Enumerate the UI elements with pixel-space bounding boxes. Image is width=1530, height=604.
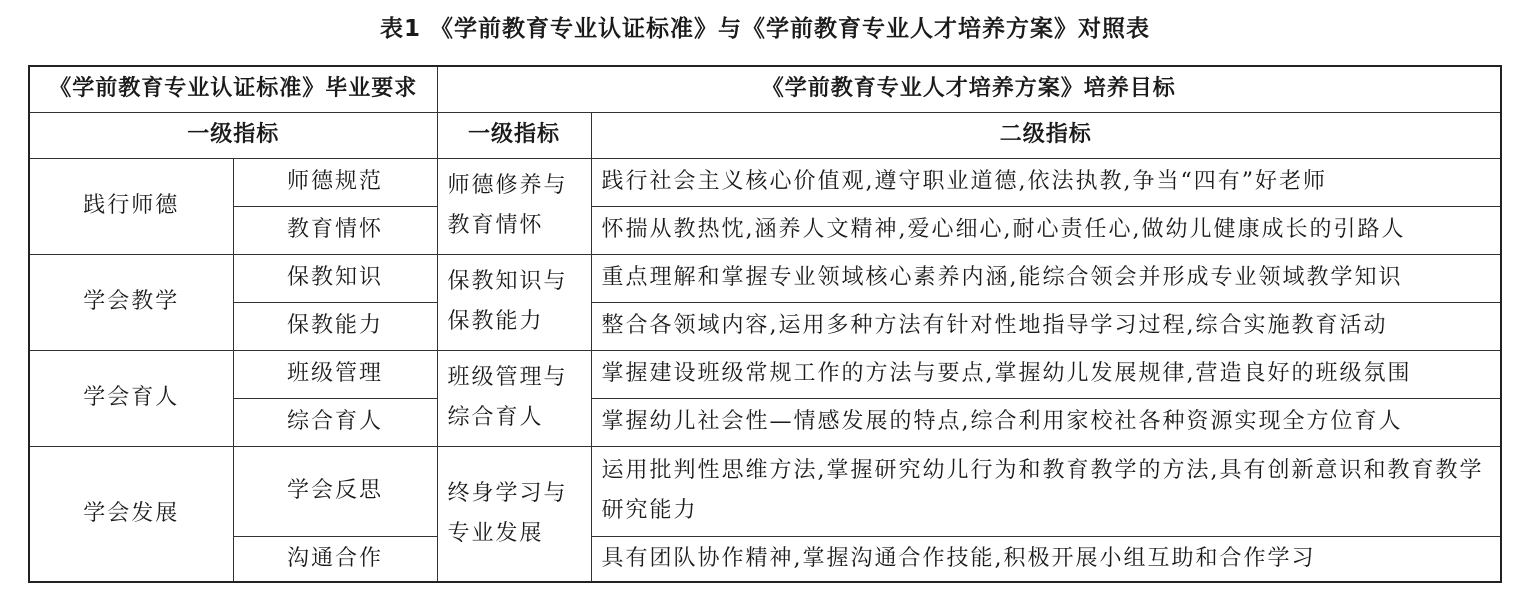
header-right-level2: 二级指标 <box>591 112 1501 158</box>
detail-cell: 践行社会主义核心价值观,遵守职业道德,依法执教,争当“四有”好老师 <box>591 158 1501 206</box>
target-cell: 师德修养与教育情怀 <box>437 158 591 254</box>
detail-cell: 运用批判性思维方法,掌握研究幼儿行为和教育教学的方法,具有创新意识和教育教学研究能力 <box>591 446 1501 536</box>
header-right-level1: 一级指标 <box>437 112 591 158</box>
detail-cell: 具有团队协作精神,掌握沟通合作技能,积极开展小组互助和合作学习 <box>591 536 1501 582</box>
sub-indicator-cell: 保教能力 <box>233 302 437 350</box>
comparison-table <box>28 65 1502 583</box>
sub-indicator-cell: 教育情怀 <box>233 206 437 254</box>
target-cell: 终身学习与专业发展 <box>437 446 591 582</box>
requirement-cell: 学会育人 <box>29 350 233 446</box>
header-row-levels <box>29 112 1501 158</box>
requirement-cell: 践行师德 <box>29 158 233 254</box>
detail-cell: 怀揣从教热忱,涵养人文精神,爱心细心,耐心责任心,做幼儿健康成长的引路人 <box>591 206 1501 254</box>
header-right-title: 《学前教育专业人才培养方案》培养目标 <box>437 66 1501 112</box>
table-row <box>29 398 1501 446</box>
header-left-title: 《学前教育专业认证标准》毕业要求 <box>29 66 437 112</box>
requirement-cell: 学会发展 <box>29 446 233 582</box>
detail-cell: 整合各领域内容,运用多种方法有针对性地指导学习过程,综合实施教育活动 <box>591 302 1501 350</box>
table-row <box>29 536 1501 582</box>
detail-cell: 掌握幼儿社会性—情感发展的特点,综合利用家校社各种资源实现全方位育人 <box>591 398 1501 446</box>
sub-indicator-cell: 班级管理 <box>233 350 437 398</box>
sub-indicator-cell: 综合育人 <box>233 398 437 446</box>
target-cell: 保教知识与保教能力 <box>437 254 591 350</box>
header-row-titles <box>29 66 1501 112</box>
detail-cell: 掌握建设班级常规工作的方法与要点,掌握幼儿发展规律,营造良好的班级氛围 <box>591 350 1501 398</box>
target-cell: 班级管理与综合育人 <box>437 350 591 446</box>
sub-indicator-cell: 保教知识 <box>233 254 437 302</box>
sub-indicator-cell: 师德规范 <box>233 158 437 206</box>
table-row <box>29 206 1501 254</box>
sub-indicator-cell: 沟通合作 <box>233 536 437 582</box>
detail-cell: 重点理解和掌握专业领域核心素养内涵,能综合领会并形成专业领域教学知识 <box>591 254 1501 302</box>
header-left-level1: 一级指标 <box>29 112 437 158</box>
table-row <box>29 350 1501 398</box>
table-row <box>29 254 1501 302</box>
table-caption: 表1 《学前教育专业认证标准》与《学前教育专业人才培养方案》对照表 <box>379 16 1150 42</box>
sub-indicator-cell: 学会反思 <box>233 446 437 536</box>
table-row <box>29 302 1501 350</box>
table-row <box>29 446 1501 536</box>
requirement-cell: 学会教学 <box>29 254 233 350</box>
table-row <box>29 158 1501 206</box>
